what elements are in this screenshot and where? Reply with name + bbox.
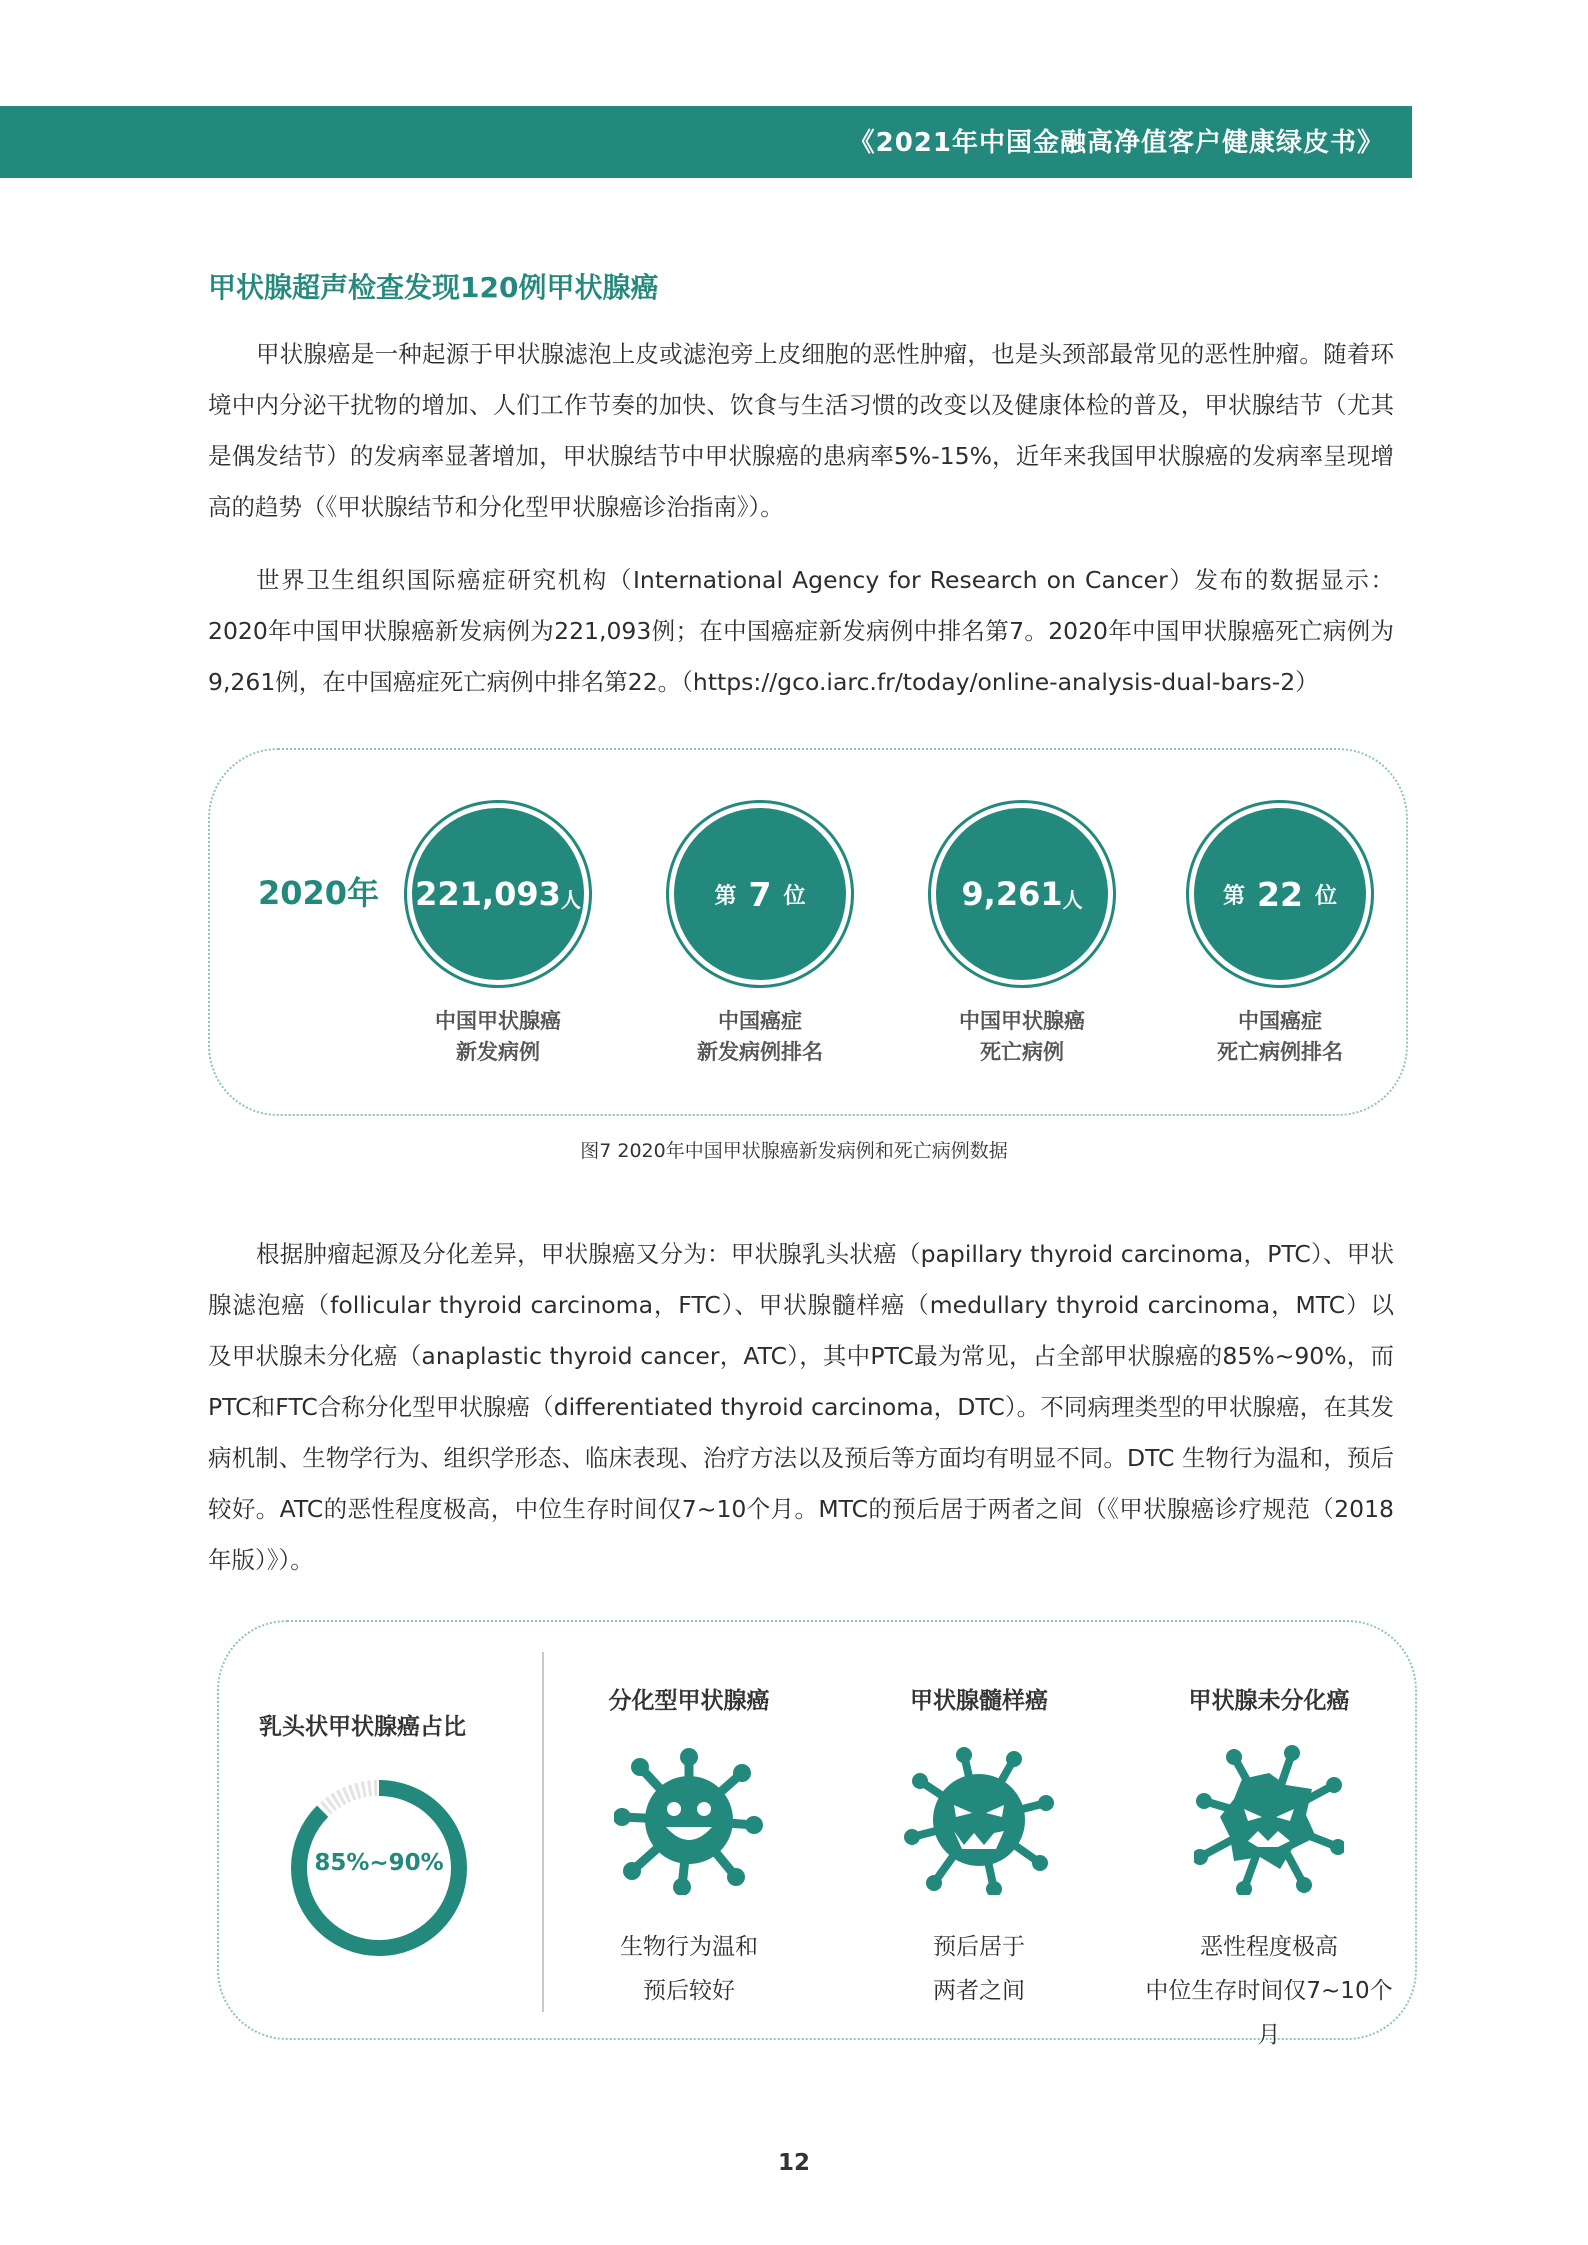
- stat-value: 9,261: [961, 875, 1063, 913]
- type-title: 甲状腺髓样癌: [910, 1688, 1048, 1714]
- grinning-virus-icon: [904, 1745, 1054, 1895]
- type-desc-line1: 生物行为温和: [620, 1934, 758, 1960]
- stat-circle: [1194, 808, 1366, 980]
- type-description: [559, 1925, 819, 2013]
- ratio-value: 85%~90%: [314, 1850, 444, 1876]
- thyroid-types-panel: [217, 1620, 1417, 2048]
- stat-new-cases: [398, 808, 598, 1068]
- type-desc-line1: 恶性程度极高: [1200, 1934, 1338, 1960]
- type-desc-line1: 预后居于: [933, 1934, 1025, 1960]
- type-desc-line2: 两者之间: [933, 1978, 1025, 2004]
- stat-label: [398, 1006, 598, 1068]
- document-title: 《2021年中国金融高净值客户健康绿皮书》: [848, 128, 1384, 158]
- stat-circle: [936, 808, 1108, 980]
- section-title: 甲状腺超声检查发现120例甲状腺癌: [208, 271, 659, 304]
- stat-deaths: [922, 808, 1122, 1068]
- paragraph-3: 根据肿瘤起源及分化差异，甲状腺癌又分为：甲状腺乳头状癌（papillary thyroid carcinoma，PTC）、甲状腺滤泡癌（follicular thyroid carcinoma，FTC）、甲状腺髓样癌（medullary thyroid carcinoma，MTC）以及甲状腺未分化癌（anaplastic thyroid cancer，ATC），其中PTC最为常见，占全部甲状腺癌的85%~90%，而PTC和FTC合称分化型甲状腺癌（differentiated thyroid carcinoma，DTC）。不同病理类型的甲状腺癌，在其发病机制、生物学行为、组织学形态、临床表现、治疗方法以及预后等方面均有明显不同。DTC 生物行为温和，预后较好。ATC的恶性程度极高，中位生存时间仅7~10个月。MTC的预后居于两者之间（《甲状腺癌诊疗规范（2018 年版）》）。: [208, 1240, 1394, 1574]
- stat-label-line1: 中国甲状腺癌: [435, 1009, 561, 1033]
- type-desc-line2: 预后较好: [643, 1978, 735, 2004]
- stat-label-line1: 中国癌症: [1238, 1009, 1322, 1033]
- stat-unit: 人: [1062, 887, 1083, 912]
- type-title: 分化型甲状腺癌: [608, 1688, 770, 1714]
- rank-number: 22: [1257, 874, 1303, 914]
- rank-number: 7: [748, 874, 772, 914]
- stat-deaths-rank: [1180, 808, 1380, 1068]
- rank-prefix: 第: [1223, 883, 1246, 909]
- page-number: 12: [777, 2150, 810, 2176]
- stat-label-line2: 死亡病例排名: [1217, 1040, 1343, 1064]
- stats-year: 2020年: [258, 874, 380, 912]
- stat-circle: [674, 808, 846, 980]
- figure-caption: 图7 2020年中国甲状腺癌新发病例和死亡病例数据: [580, 1140, 1008, 1162]
- rank-suffix: 位: [1314, 883, 1337, 909]
- panel-divider: [542, 1652, 544, 2012]
- type-differentiated: [559, 1682, 819, 2013]
- paragraph-2: 世界卫生组织国际癌症研究机构（International Agency for Research on Cancer）发布的数据显示：2020年中国甲状腺癌新发病例为221,093例；在中国癌症新发病例中排名第7。2020年中国甲状腺癌死亡病例为9,261例，在中国癌症死亡病例中排名第22。（https://gco.iarc.fr/today/online-analysis-dual-bars-2）: [208, 566, 1394, 696]
- type-description: [849, 1925, 1109, 2013]
- smiling-virus-icon: [614, 1745, 764, 1895]
- stat-value: 221,093: [415, 875, 561, 913]
- type-title: 甲状腺未分化癌: [1188, 1688, 1350, 1714]
- stat-new-cases-rank: [660, 808, 860, 1068]
- paragraph-1: 甲状腺癌是一种起源于甲状腺滤泡上皮或滤泡旁上皮细胞的恶性肿瘤，也是头颈部最常见的恶性肿瘤。随着环境中内分泌干扰物的增加、人们工作节奏的加快、饮食与生活习惯的改变以及健康体检的普及，甲状腺结节（尤其是偶发结节）的发病率显著增加，甲状腺结节中甲状腺癌的患病率5%-15%，近年来我国甲状腺癌的发病率呈现增高的趋势（《甲状腺结节和分化型甲状腺癌诊治指南》）。: [208, 340, 1394, 521]
- rank-suffix: 位: [783, 883, 806, 909]
- header-band: [0, 106, 1412, 178]
- stat-label-line2: 死亡病例: [980, 1040, 1064, 1064]
- rank-prefix: 第: [714, 883, 737, 909]
- type-desc-line2: 中位生存时间仅7~10个月: [1145, 1978, 1393, 2048]
- stat-label-line2: 新发病例排名: [697, 1040, 823, 1064]
- stat-circle: [412, 808, 584, 980]
- stats-panel: [208, 748, 1408, 1116]
- stat-label-line2: 新发病例: [456, 1040, 540, 1064]
- type-medullary: [849, 1682, 1109, 2013]
- stat-label: [922, 1006, 1122, 1068]
- type-anaplastic: [1139, 1682, 1399, 2057]
- stat-label-line1: 中国癌症: [718, 1009, 802, 1033]
- stat-label: [660, 1006, 860, 1068]
- angry-virus-icon: [1194, 1745, 1344, 1895]
- type-description: [1139, 1925, 1399, 2057]
- stat-label-line1: 中国甲状腺癌: [959, 1009, 1085, 1033]
- stat-unit: 人: [560, 887, 581, 912]
- ratio-title: 乳头状甲状腺癌占比: [259, 1714, 466, 1740]
- stat-label: [1180, 1006, 1380, 1068]
